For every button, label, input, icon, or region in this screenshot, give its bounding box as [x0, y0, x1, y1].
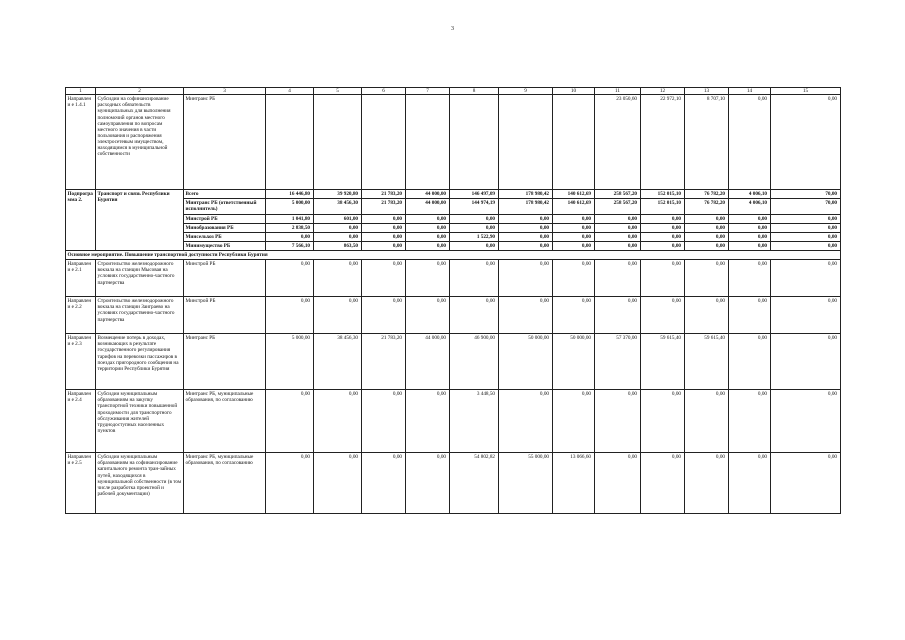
value-cell: 44 000,00 — [406, 190, 450, 199]
subprogram-name: Транспорт и связь Республики Бурятия — [96, 190, 184, 251]
value-cell: 0,00 — [362, 241, 406, 250]
value-cell: 0,00 — [553, 241, 595, 250]
value-cell: 0,00 — [685, 241, 729, 250]
value-cell: 0,00 — [641, 260, 685, 297]
row-executor: Минстрой РБ — [184, 214, 266, 223]
value-cell: 21 783,20 — [362, 190, 406, 199]
value-cell: 50 000,00 — [499, 334, 553, 390]
row-executor: Минтранс РБ, муниципальные образования, по согласованию — [184, 453, 266, 514]
value-cell: 0,00 — [729, 214, 771, 223]
row-executor: Минтранс РБ — [184, 334, 266, 390]
value-cell: 13 066,60 — [553, 453, 595, 514]
value-cell: 0,00 — [641, 297, 685, 334]
value-cell: 44 000,00 — [406, 199, 450, 214]
value-cell: 39 920,80 — [314, 190, 362, 199]
value-cell: 76 782,20 — [685, 190, 729, 199]
value-cell: 0,00 — [406, 260, 450, 297]
value-cell: 0,00 — [729, 390, 771, 453]
value-cell: 0,00 — [771, 390, 841, 453]
value-cell: 46 900,00 — [450, 334, 499, 390]
column-header: 8 — [450, 88, 499, 95]
value-cell: 0,00 — [266, 390, 314, 453]
row-name: Субсидии на софинансирование расходных обязательств муниципальных для выполнения полномочий органов местного самоуправления по вопросам местного значения в части пользования и распоряжения электросетевым имуществом, находящимся в муниципальной собственности — [96, 95, 184, 190]
value-cell: 0,00 — [771, 95, 841, 190]
value-cell: 178 980,42 — [499, 190, 553, 199]
value-cell: 0,00 — [685, 390, 729, 453]
value-cell: 0,00 — [450, 241, 499, 250]
value-cell: 0,00 — [553, 260, 595, 297]
column-header: 1 — [66, 88, 96, 95]
value-cell: 0,00 — [771, 214, 841, 223]
value-cell: 21 783,20 — [362, 199, 406, 214]
value-cell: 0,00 — [595, 453, 641, 514]
value-cell: 55 000,00 — [499, 453, 553, 514]
value-cell: 152 015,10 — [641, 190, 685, 199]
value-cell: 0,00 — [362, 390, 406, 453]
value-cell: 0,00 — [499, 297, 553, 334]
value-cell: 0,00 — [641, 453, 685, 514]
value-cell: 7 566,10 — [266, 241, 314, 250]
value-cell: 0,00 — [771, 334, 841, 390]
value-cell — [553, 95, 595, 190]
value-cell: 0,00 — [641, 223, 685, 232]
row-code: Направлени е 2.5 — [66, 453, 96, 514]
value-cell: 0,00 — [499, 260, 553, 297]
table-row — [66, 390, 841, 453]
value-cell: 76 782,20 — [685, 199, 729, 214]
value-cell: 21 783,20 — [362, 334, 406, 390]
value-cell: 0,00 — [362, 223, 406, 232]
value-cell: 0,00 — [553, 297, 595, 334]
value-cell: 0,00 — [450, 297, 499, 334]
value-cell: 0,00 — [771, 260, 841, 297]
value-cell: 0,00 — [406, 214, 450, 223]
row-executor: Минтранс РБ (ответственный исполнитель) — [184, 199, 266, 214]
value-cell: 44 000,00 — [406, 334, 450, 390]
value-cell: 0,00 — [685, 223, 729, 232]
value-cell: 1 522,90 — [450, 232, 499, 241]
row-executor: Минстрой РБ — [184, 260, 266, 297]
value-cell: 0,00 — [314, 260, 362, 297]
value-cell: 8 707,10 — [685, 95, 729, 190]
value-cell: 0,00 — [729, 334, 771, 390]
value-cell: 0,00 — [729, 453, 771, 514]
row-executor: Минсельхоз РБ — [184, 232, 266, 241]
value-cell — [266, 95, 314, 190]
value-cell: 863,50 — [314, 241, 362, 250]
row-executor: Всего — [184, 190, 266, 199]
value-cell: 3 448,50 — [450, 390, 499, 453]
value-cell — [406, 95, 450, 190]
value-cell: 0,00 — [771, 453, 841, 514]
table-row — [66, 95, 841, 190]
value-cell: 0,00 — [450, 223, 499, 232]
value-cell: 0,00 — [771, 232, 841, 241]
value-cell: 0,00 — [595, 297, 641, 334]
value-cell: 70,00 — [771, 190, 841, 199]
value-cell: 0,00 — [595, 223, 641, 232]
value-cell: 59 615,40 — [641, 334, 685, 390]
row-executor: Минстрой РБ — [184, 297, 266, 334]
section-row — [66, 251, 841, 260]
value-cell: 0,00 — [499, 241, 553, 250]
value-cell: 0,00 — [266, 260, 314, 297]
value-cell: 0,00 — [362, 214, 406, 223]
value-cell: 0,00 — [595, 214, 641, 223]
value-cell: 0,00 — [685, 232, 729, 241]
row-name: Субсидии муниципальным образованиям на закупку транспортной техники повышенной проходимости для транспортного обслуживания жителей труднодоступных населенных пунктов — [96, 390, 184, 453]
value-cell: 0,00 — [314, 390, 362, 453]
value-cell: 0,00 — [641, 390, 685, 453]
column-header: 9 — [499, 88, 553, 95]
row-name: Строительство железнодорожного вокзала на станции Мысовая на условиях государственно-частного партнерства — [96, 260, 184, 297]
value-cell: 0,00 — [595, 232, 641, 241]
value-cell: 0,00 — [499, 390, 553, 453]
value-cell: 0,00 — [362, 232, 406, 241]
value-cell: 0,00 — [406, 390, 450, 453]
column-header: 14 — [729, 88, 771, 95]
table-row — [66, 297, 841, 334]
value-cell: 0,00 — [553, 214, 595, 223]
value-cell: 258 567,20 — [595, 190, 641, 199]
value-cell: 0,00 — [641, 214, 685, 223]
section-title: Основное мероприятие. Повышение транспортной доступности Республики Бурятия — [66, 251, 841, 260]
value-cell: 0,00 — [406, 241, 450, 250]
value-cell: 4 006,10 — [729, 199, 771, 214]
value-cell: 178 980,42 — [499, 199, 553, 214]
row-name: Возмещение потерь в доходах, возникающих в результате государственного регулирования тарифов на перевозки пассажиров в поездах пригородного сообщения на территории Республики Бурятия — [96, 334, 184, 390]
value-cell: 0,00 — [406, 297, 450, 334]
value-cell: 50 000,00 — [553, 334, 595, 390]
value-cell: 0,00 — [499, 232, 553, 241]
value-cell: 0,00 — [362, 297, 406, 334]
column-header: 12 — [641, 88, 685, 95]
value-cell: 0,00 — [685, 453, 729, 514]
value-cell: 601,00 — [314, 214, 362, 223]
column-header: 15 — [771, 88, 841, 95]
value-cell: 0,00 — [266, 453, 314, 514]
column-header: 2 — [96, 88, 184, 95]
value-cell: 0,00 — [406, 453, 450, 514]
row-executor: Минтранс РБ, муниципальные образования, по согласованию — [184, 390, 266, 453]
column-header: 6 — [362, 88, 406, 95]
value-cell: 0,00 — [641, 241, 685, 250]
column-header: 7 — [406, 88, 450, 95]
value-cell: 152 015,10 — [641, 199, 685, 214]
value-cell: 0,00 — [685, 214, 729, 223]
value-cell: 0,00 — [771, 297, 841, 334]
value-cell: 0,00 — [362, 453, 406, 514]
page-number: 3 — [451, 26, 454, 32]
value-cell: 0,00 — [406, 223, 450, 232]
value-cell: 16 446,80 — [266, 190, 314, 199]
value-cell: 38 456,30 — [314, 199, 362, 214]
value-cell: 0,00 — [406, 232, 450, 241]
row-code: Направлени е 2.2 — [66, 297, 96, 334]
table-row — [66, 453, 841, 514]
value-cell: 0,00 — [314, 297, 362, 334]
value-cell: 4 006,10 — [729, 190, 771, 199]
value-cell: 57 370,00 — [595, 334, 641, 390]
value-cell: 0,00 — [553, 232, 595, 241]
row-executor: Минимущество РБ — [184, 241, 266, 250]
value-cell: 140 612,69 — [553, 190, 595, 199]
value-cell: 23 050,60 — [595, 95, 641, 190]
row-code: Направлени е 1.4.1 — [66, 95, 96, 190]
value-cell: 258 567,20 — [595, 199, 641, 214]
value-cell: 0,00 — [771, 223, 841, 232]
row-code: Направлени е 2.1 — [66, 260, 96, 297]
value-cell: 5 000,00 — [266, 334, 314, 390]
value-cell: 70,00 — [771, 199, 841, 214]
row-name: Субсидии муниципальным образованиям на софинансирование капитального ремонта тран-зайных путей, находящихся в муниципальной собственности (в том числе разработка проектной и рабочей документации) — [96, 453, 184, 514]
row-code: Направлени е 2.4 — [66, 390, 96, 453]
value-cell: 0,00 — [266, 297, 314, 334]
value-cell: 0,00 — [729, 241, 771, 250]
value-cell: 0,00 — [314, 453, 362, 514]
value-cell: 0,00 — [729, 232, 771, 241]
header-row — [66, 88, 841, 95]
value-cell: 0,00 — [595, 241, 641, 250]
value-cell: 0,00 — [450, 260, 499, 297]
value-cell — [314, 95, 362, 190]
column-header: 10 — [553, 88, 595, 95]
column-header: 11 — [595, 88, 641, 95]
value-cell: 0,00 — [685, 260, 729, 297]
value-cell: 0,00 — [685, 297, 729, 334]
row-name: Строительство железнодорожного вокзала на станции Заиграево на условиях государственно-частного партнерства — [96, 297, 184, 334]
value-cell: 0,00 — [314, 223, 362, 232]
value-cell: 0,00 — [729, 95, 771, 190]
column-header: 13 — [685, 88, 729, 95]
value-cell: 0,00 — [314, 232, 362, 241]
value-cell: 0,00 — [499, 214, 553, 223]
value-cell: 0,00 — [553, 390, 595, 453]
budget-table — [65, 87, 841, 514]
value-cell: 146 497,09 — [450, 190, 499, 199]
value-cell: 0,00 — [729, 297, 771, 334]
row-executor: Минобразования РБ — [184, 223, 266, 232]
row-code: Направлени е 2.3 — [66, 334, 96, 390]
column-header: 3 — [184, 88, 266, 95]
value-cell: 0,00 — [771, 241, 841, 250]
value-cell: 0,00 — [266, 232, 314, 241]
value-cell: 2 838,50 — [266, 223, 314, 232]
value-cell: 5 000,00 — [266, 199, 314, 214]
value-cell: 0,00 — [729, 223, 771, 232]
subprogram-code: Подпрогра мма 2. — [66, 190, 96, 251]
value-cell: 144 974,19 — [450, 199, 499, 214]
column-header: 5 — [314, 88, 362, 95]
table-row — [66, 260, 841, 297]
table-row — [66, 334, 841, 390]
value-cell: 22 972,10 — [641, 95, 685, 190]
value-cell: 0,00 — [362, 260, 406, 297]
value-cell: 59 615,40 — [685, 334, 729, 390]
column-header: 4 — [266, 88, 314, 95]
table-row — [66, 190, 841, 199]
value-cell: 140 612,69 — [553, 199, 595, 214]
value-cell: 1 041,80 — [266, 214, 314, 223]
value-cell — [450, 95, 499, 190]
value-cell: 0,00 — [553, 223, 595, 232]
value-cell: 54 802,82 — [450, 453, 499, 514]
value-cell — [499, 95, 553, 190]
value-cell — [362, 95, 406, 190]
value-cell: 0,00 — [450, 214, 499, 223]
row-executor: Минтранс РБ — [184, 95, 266, 190]
value-cell: 0,00 — [595, 260, 641, 297]
value-cell: 0,00 — [729, 260, 771, 297]
value-cell: 38 456,30 — [314, 334, 362, 390]
value-cell: 0,00 — [499, 223, 553, 232]
value-cell: 0,00 — [595, 390, 641, 453]
value-cell: 0,00 — [641, 232, 685, 241]
